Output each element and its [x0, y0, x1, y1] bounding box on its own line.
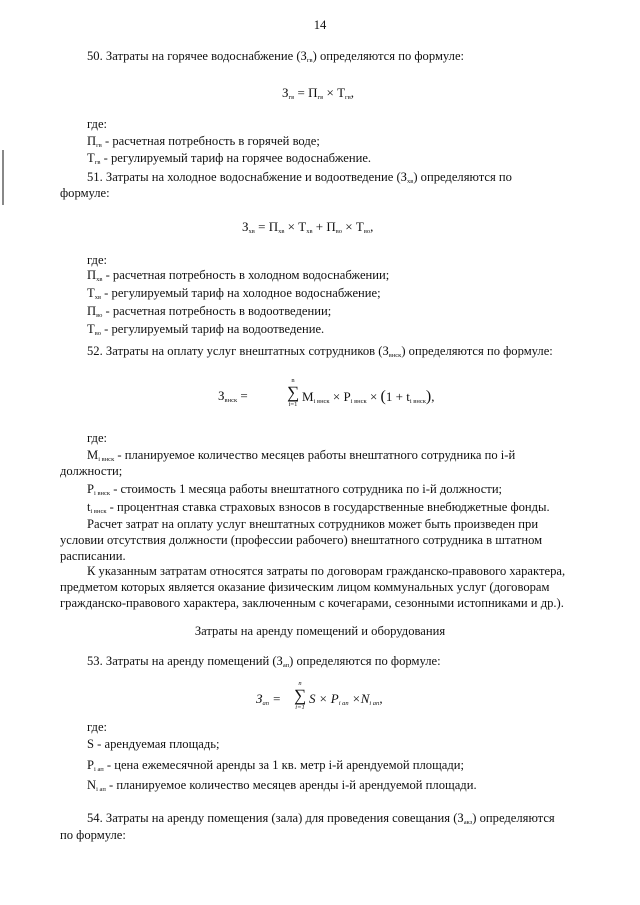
definition-53-3: $N_{i ап}$ - планируемое количество месяцев аренды i-й арендуемой площади.: [87, 778, 477, 793]
where-label: где:: [87, 253, 108, 267]
definition-52-1: $M_{i внск}$ - планируемое количество месяцев работы внештатного сотрудника по i-й: [87, 448, 516, 463]
definition-51-1: $П_{хв}$ - расчетная потребность в холодном водоснабжении;: [87, 268, 390, 283]
where-label: где:: [87, 431, 108, 445]
paragraph-calc-line1: Расчет затрат на оплату услуг внештатных сотрудников может быть произведен при: [87, 517, 539, 531]
paragraph-calc-line3: расписании.: [60, 549, 126, 563]
formula-51: $З_{хв} = П_{хв} \times Т_{хв} + П_{во} \times Т_{во}$,: [242, 219, 374, 235]
paragraph-52: 52. Затраты на оплату услуг внештатных сотрудников $(З_{внск})$ определяются по формуле:: [87, 344, 553, 359]
definition-50-1: $П_{гв}$ - расчетная потребность в горячей воде;: [87, 134, 320, 149]
paragraph-calc-line2: условии отсутствия должности (профессии рабочего) внештатного сотрудника в штатном: [60, 533, 543, 547]
paragraph-refer-line3: гражданско-правового характера, заключенным с кочегарами, сезонными истопниками и др.).: [60, 596, 564, 610]
scan-edge-mark: [2, 150, 4, 205]
definition-51-4: $Т_{во}$ - регулируемый тариф на водоотведение.: [87, 322, 325, 337]
where-label: где:: [87, 720, 108, 734]
definition-51-3: $П_{во}$ - расчетная потребность в водоотведении;: [87, 304, 332, 319]
formula-52-body: $M_{i внск} \times P_{i внск} \times (1 + t_{i внск})$,: [302, 388, 435, 405]
paragraph-54: 54. Затраты на аренду помещения (зала) для проведения совещания $(З_{акз})$ определяются: [87, 811, 555, 826]
where-label: где:: [87, 117, 108, 131]
definition-53-2: $P_{i ап}$ - цена ежемесячной аренды за 1 кв. метр i-й арендуемой площади;: [87, 758, 465, 773]
paragraph-refer-line1: К указанным затратам относятся затраты по договорам гражданско-правового характера,: [87, 564, 566, 578]
sum-sign-52: n ∑ i=1: [286, 377, 300, 408]
definition-52-2: $P_{i внск}$ - стоимость 1 месяца работы внештатного сотрудника по i-й должности;: [87, 482, 503, 497]
definition-52-3: $t_{i внск}$ - процентная ставка страховых взносов в государственные внебюджетные фонды.: [87, 500, 550, 515]
formula-53-body: $S \times P_{i ап} \times N_{i ап}$,: [309, 691, 383, 707]
paragraph-refer-line2: предметом которых является оказание физическим лицом коммунальных услуг (договорам: [60, 580, 550, 594]
section-title: Затраты на аренду помещений и оборудования: [194, 624, 446, 638]
paragraph-51: 51. Затраты на холодное водоснабжение и водоотведение $(З_{хв})$ определяются по: [87, 170, 512, 185]
paragraph-51-cont: формуле:: [60, 186, 110, 200]
sum-sign-53: n ∑ i=1: [293, 680, 307, 711]
definition-50-2: $Т_{гв}$ - регулируемый тариф на горячее водоснабжение.: [87, 151, 372, 166]
paragraph-50: 50. Затраты на горячее водоснабжение $(З_{гв})$ определяются по формуле:: [87, 49, 465, 64]
page-number: 14: [313, 18, 327, 32]
definition-52-1-cont: должности;: [60, 464, 123, 478]
formula-52: $З_{внск}$ =: [218, 388, 248, 404]
paragraph-53: 53. Затраты на аренду помещений $(З_{ап})$ определяются по формуле:: [87, 654, 441, 669]
formula-50: $З_{гв} = П_{гв} \times Т_{гв}$,: [282, 85, 355, 101]
formula-53: $З_{ап}$ =: [256, 691, 281, 707]
definition-53-1: S - арендуемая площадь;: [87, 737, 220, 751]
paragraph-54-cont: по формуле:: [60, 828, 126, 842]
definition-51-2: $Т_{хв}$ - регулируемый тариф на холодное водоснабжение;: [87, 286, 381, 301]
